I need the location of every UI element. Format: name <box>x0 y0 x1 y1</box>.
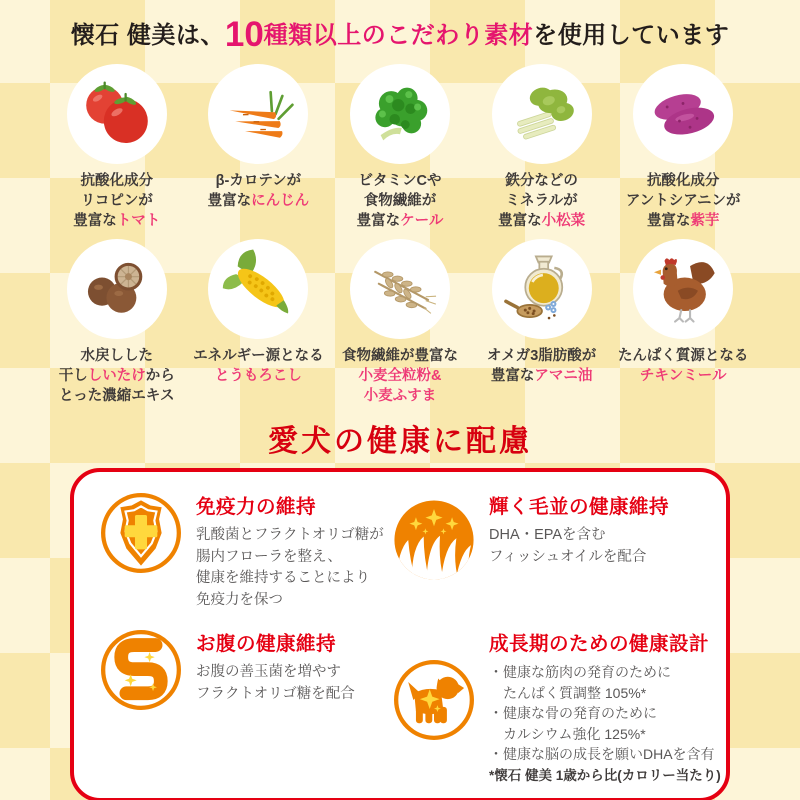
feature-line: 乳酸菌とフラクトオリゴ糖が <box>196 527 384 543</box>
feature-line: カルシウム強化 125%* <box>489 725 646 742</box>
ingredient-carrot <box>189 64 329 231</box>
feature-footnote: *懐石 健美 1歳から比(カロリー当たり) <box>489 767 721 783</box>
feature-heading: 成長期のための健康設計 <box>489 633 710 655</box>
ingredient-caption: 抗酸化成分 リコピンが 豊富なトマト <box>73 173 161 229</box>
tomato-illustration <box>67 64 167 164</box>
corn-illustration <box>208 239 308 339</box>
feature-line: 腸内フローラを整え、 <box>196 548 342 565</box>
title-prefix: 懐石 健美は、 <box>70 22 225 49</box>
ingredient-flaxseed-oil <box>472 239 612 406</box>
ingredient-corn <box>189 239 329 406</box>
feature-coat <box>391 490 721 611</box>
title-number: 10 <box>224 15 264 54</box>
ingredient-purple-sweet-potato <box>613 64 753 231</box>
health-section-title: 愛犬の健康に配慮 <box>268 425 532 458</box>
health-benefits-box <box>70 468 730 800</box>
shield-cross-icon <box>98 490 184 576</box>
ingredient-caption: β-カロテンが 豊富なにんじん <box>207 173 310 209</box>
feature-line: たんぱく質調整 105%* <box>489 684 647 701</box>
ingredient-caption: たんぱく質源となる チキンミール <box>617 348 749 384</box>
ingredient-chicken-meal <box>613 239 753 406</box>
feature-text <box>196 490 384 611</box>
feature-growth <box>391 627 721 786</box>
feature-heading: お腹の健康維持 <box>196 633 337 655</box>
carrot-illustration <box>208 64 308 164</box>
feature-heading: 輝く毛並の健康維持 <box>489 496 670 518</box>
ingredient-caption: 抗酸化成分 アントシアニンが 豊富な紫芋 <box>625 173 741 229</box>
feature-text <box>489 490 669 611</box>
title-highlight: 種類以上のこだわり素材 <box>263 22 534 49</box>
feature-line: お腹の善玉菌を増やす <box>196 664 341 680</box>
ingredient-tomato <box>47 64 187 231</box>
ingredient-komatsuna <box>472 64 612 231</box>
page-title <box>0 0 800 52</box>
ingredients-grid <box>47 64 753 406</box>
komatsuna-illustration <box>492 64 592 164</box>
ingredient-caption: 水戻しした 干ししいたけから とった濃縮エキス <box>58 348 175 404</box>
feature-text <box>196 627 355 786</box>
ingredient-caption: エネルギー源となる とうもろこし <box>193 348 324 384</box>
ingredient-caption: オメガ3脂肪酸が 豊富なアマニ油 <box>486 348 597 384</box>
feature-line: 免疫力を保つ <box>196 591 283 608</box>
chicken-illustration <box>633 239 733 339</box>
purple-sweet-potato-illustration <box>633 64 733 164</box>
puppy-icon <box>391 657 477 743</box>
title-suffix: を使用しています <box>533 22 730 49</box>
feature-text <box>489 627 721 786</box>
shiitake-illustration <box>67 239 167 339</box>
ingredient-wheat <box>330 239 470 406</box>
feature-immune <box>98 490 385 611</box>
feature-heading: 免疫力の維持 <box>196 496 317 518</box>
feature-line: フラクトオリゴ糖を配合 <box>196 685 355 702</box>
feature-line: フィッシュオイルを配合 <box>489 548 647 565</box>
wheat-illustration <box>350 239 450 339</box>
ingredient-caption: ビタミンCや 食物繊維が 豊富なケール <box>356 173 444 229</box>
ingredient-caption: 鉄分などの ミネラルが 豊富な小松菜 <box>498 173 586 229</box>
flaxseed-oil-illustration <box>492 239 592 339</box>
feature-line: 健康を維持することにより <box>196 570 370 586</box>
feature-line: ・健康な脳の成長を願いDHAを含有 <box>489 746 715 762</box>
intestine-icon <box>98 627 184 713</box>
feature-line: ・健康な筋肉の発育のために <box>489 664 671 680</box>
ingredient-caption: 食物繊維が豊富な 小麦全粒粉& 小麦ふすま <box>341 348 458 404</box>
shiny-coat-icon <box>391 497 477 583</box>
ingredient-shiitake <box>47 239 187 406</box>
feature-line: DHA・EPAを含む <box>489 527 606 543</box>
kale-illustration <box>350 64 450 164</box>
feature-tummy <box>98 627 385 786</box>
ingredient-kale <box>330 64 470 231</box>
feature-line: ・健康な骨の発育のために <box>489 705 657 721</box>
